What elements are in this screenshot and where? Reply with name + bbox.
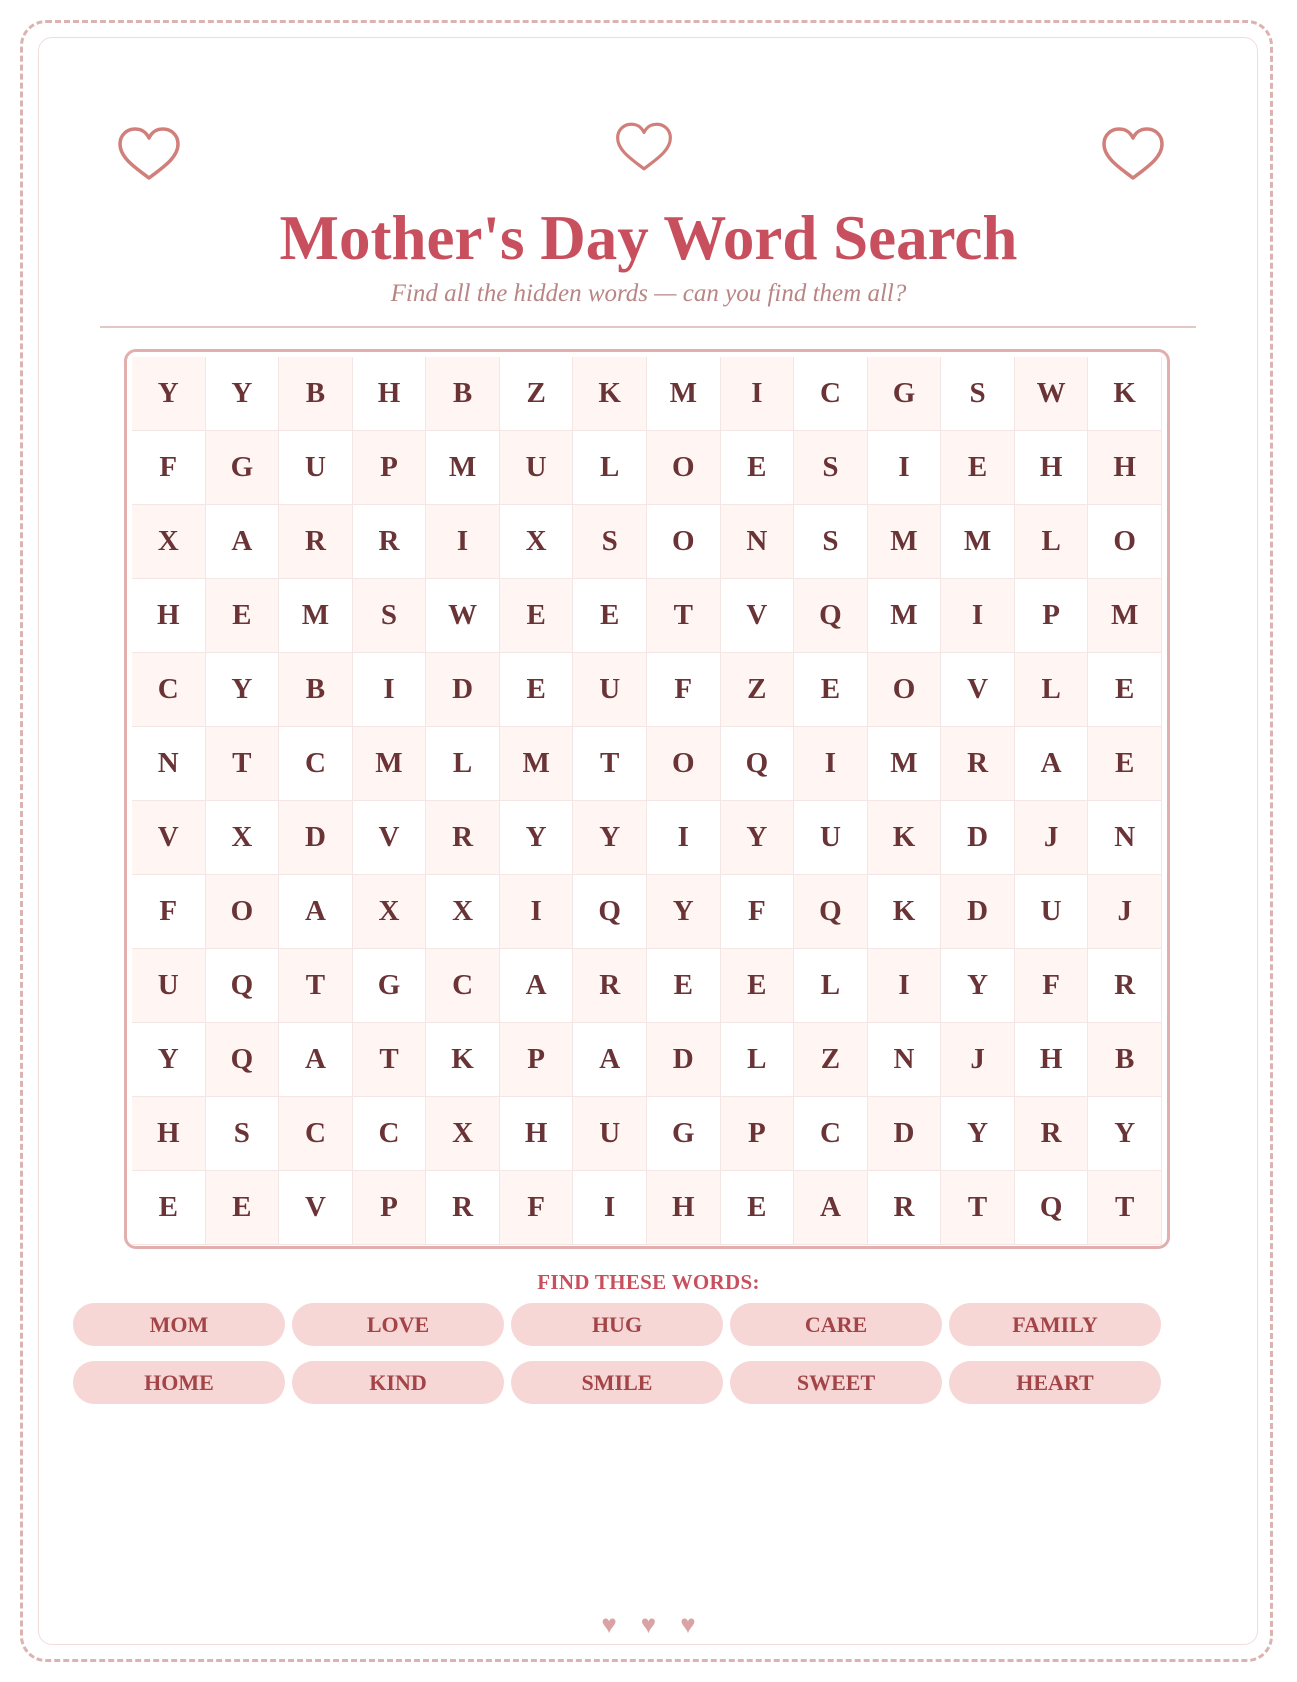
grid-cell[interactable]: M <box>868 727 942 801</box>
grid-cell[interactable]: A <box>573 1023 647 1097</box>
grid-cell[interactable]: U <box>573 653 647 727</box>
word-pill-care: CARE <box>730 1303 942 1346</box>
grid-cell[interactable]: D <box>868 1097 942 1171</box>
grid-cell[interactable]: D <box>647 1023 721 1097</box>
grid-cell[interactable]: I <box>868 431 942 505</box>
grid-cell[interactable]: R <box>941 727 1015 801</box>
grid-cell[interactable]: P <box>500 1023 574 1097</box>
grid-cell[interactable]: C <box>794 357 868 431</box>
grid-cell[interactable]: Y <box>941 949 1015 1023</box>
grid-cell[interactable]: U <box>794 801 868 875</box>
grid-cell[interactable]: W <box>426 579 500 653</box>
grid-cell[interactable]: I <box>721 357 795 431</box>
grid-cell[interactable]: Y <box>941 1097 1015 1171</box>
grid-cell[interactable]: G <box>206 431 280 505</box>
grid-cell[interactable]: I <box>573 1171 647 1245</box>
grid-cell[interactable]: V <box>941 653 1015 727</box>
grid-cell[interactable]: F <box>132 875 206 949</box>
grid-cell[interactable]: E <box>206 1171 280 1245</box>
grid-cell[interactable]: L <box>573 431 647 505</box>
grid-cell[interactable]: R <box>1088 949 1162 1023</box>
grid-cell[interactable]: E <box>206 579 280 653</box>
grid-cell[interactable]: I <box>500 875 574 949</box>
grid-cell[interactable]: M <box>868 579 942 653</box>
word-pill-smile: SMILE <box>511 1361 723 1404</box>
grid-cell[interactable]: F <box>647 653 721 727</box>
grid-cell[interactable]: Q <box>206 1023 280 1097</box>
grid-cell[interactable]: F <box>132 431 206 505</box>
grid-cell[interactable]: N <box>721 505 795 579</box>
grid-cell[interactable]: Y <box>206 357 280 431</box>
grid-cell[interactable]: F <box>1015 949 1089 1023</box>
grid-cell[interactable]: J <box>1088 875 1162 949</box>
grid-cell[interactable]: A <box>279 1023 353 1097</box>
grid-cell[interactable]: U <box>279 431 353 505</box>
grid-cell[interactable]: V <box>721 579 795 653</box>
grid-cell[interactable]: C <box>132 653 206 727</box>
word-pill-heart: HEART <box>949 1361 1161 1404</box>
grid-cell[interactable]: O <box>647 505 721 579</box>
page-subtitle: Find all the hidden words — can you find them all? <box>390 280 907 307</box>
grid-cell[interactable]: Y <box>647 875 721 949</box>
grid-cell[interactable]: U <box>573 1097 647 1171</box>
word-pill-family: FAMILY <box>949 1303 1161 1346</box>
grid-cell[interactable]: E <box>1088 727 1162 801</box>
grid-cell[interactable]: D <box>941 875 1015 949</box>
grid-cell[interactable]: K <box>573 357 647 431</box>
grid-cell[interactable]: H <box>1015 1023 1089 1097</box>
grid-cell[interactable]: H <box>1015 431 1089 505</box>
grid-cell[interactable]: U <box>1015 875 1089 949</box>
grid-cell[interactable]: K <box>426 1023 500 1097</box>
grid-cell[interactable]: H <box>1088 431 1162 505</box>
grid-cell[interactable]: L <box>721 1023 795 1097</box>
grid-cell[interactable]: J <box>1015 801 1089 875</box>
word-search-grid <box>132 357 1162 1245</box>
grid-cell[interactable]: H <box>132 1097 206 1171</box>
grid-cell[interactable]: Q <box>573 875 647 949</box>
grid-cell[interactable]: Q <box>721 727 795 801</box>
grid-cell[interactable]: X <box>353 875 427 949</box>
word-list-label: FIND THESE WORDS: <box>537 1270 760 1294</box>
grid-cell[interactable]: F <box>721 875 795 949</box>
grid-cell[interactable]: C <box>794 1097 868 1171</box>
footer-heart-icon: ♥ <box>640 1610 657 1639</box>
grid-cell[interactable]: T <box>573 727 647 801</box>
grid-cell[interactable]: M <box>868 505 942 579</box>
grid-cell[interactable]: P <box>1015 579 1089 653</box>
grid-cell[interactable]: E <box>1088 653 1162 727</box>
grid-cell[interactable]: T <box>279 949 353 1023</box>
grid-cell[interactable]: O <box>647 431 721 505</box>
grid-cell[interactable]: H <box>647 1171 721 1245</box>
grid-cell[interactable]: Q <box>794 579 868 653</box>
grid-cell[interactable]: L <box>426 727 500 801</box>
grid-cell[interactable]: M <box>500 727 574 801</box>
grid-cell[interactable]: K <box>1088 357 1162 431</box>
word-pill-love: LOVE <box>292 1303 504 1346</box>
grid-cell[interactable]: H <box>500 1097 574 1171</box>
grid-cell[interactable]: H <box>353 357 427 431</box>
grid-cell[interactable]: P <box>353 431 427 505</box>
title-divider <box>100 326 1196 328</box>
word-pill-sweet: SWEET <box>730 1361 942 1404</box>
grid-cell[interactable]: Q <box>794 875 868 949</box>
grid-cell[interactable]: R <box>1015 1097 1089 1171</box>
grid-cell[interactable]: P <box>353 1171 427 1245</box>
grid-cell[interactable]: R <box>279 505 353 579</box>
grid-cell[interactable]: Z <box>794 1023 868 1097</box>
footer-heart-icon: ♥ <box>680 1610 696 1639</box>
grid-cell[interactable]: C <box>279 727 353 801</box>
word-list <box>73 1303 1203 1413</box>
grid-cell[interactable]: M <box>279 579 353 653</box>
grid-cell[interactable]: N <box>868 1023 942 1097</box>
grid-cell[interactable]: B <box>426 357 500 431</box>
grid-cell[interactable]: C <box>353 1097 427 1171</box>
grid-cell[interactable]: X <box>500 505 574 579</box>
grid-cell[interactable]: T <box>353 1023 427 1097</box>
grid-cell[interactable]: T <box>206 727 280 801</box>
grid-cell[interactable]: A <box>794 1171 868 1245</box>
grid-cell[interactable]: M <box>353 727 427 801</box>
grid-cell[interactable]: E <box>721 1171 795 1245</box>
grid-cell[interactable]: S <box>794 431 868 505</box>
grid-cell[interactable]: I <box>794 727 868 801</box>
grid-cell[interactable]: I <box>353 653 427 727</box>
grid-cell[interactable]: X <box>132 505 206 579</box>
grid-cell[interactable]: I <box>868 949 942 1023</box>
grid-cell[interactable]: W <box>1015 357 1089 431</box>
grid-cell[interactable]: L <box>794 949 868 1023</box>
grid-cell[interactable]: E <box>794 653 868 727</box>
grid-cell[interactable]: I <box>941 579 1015 653</box>
grid-cell[interactable]: D <box>941 801 1015 875</box>
grid-cell[interactable]: S <box>941 357 1015 431</box>
grid-cell[interactable]: L <box>1015 505 1089 579</box>
heart-outline-icon <box>116 126 182 182</box>
grid-cell[interactable]: E <box>500 653 574 727</box>
grid-cell[interactable]: K <box>868 801 942 875</box>
grid-cell[interactable]: O <box>868 653 942 727</box>
grid-cell[interactable]: S <box>794 505 868 579</box>
page-title: Mother's Day Word Search <box>279 203 1018 273</box>
grid-cell[interactable]: M <box>1088 579 1162 653</box>
grid-cell[interactable]: Y <box>132 357 206 431</box>
grid-cell[interactable]: U <box>500 431 574 505</box>
grid-cell[interactable]: S <box>353 579 427 653</box>
grid-cell[interactable]: M <box>647 357 721 431</box>
grid-cell[interactable]: G <box>353 949 427 1023</box>
grid-cell[interactable]: B <box>279 357 353 431</box>
grid-cell[interactable]: R <box>426 1171 500 1245</box>
grid-cell[interactable]: T <box>941 1171 1015 1245</box>
grid-cell[interactable]: O <box>647 727 721 801</box>
grid-cell[interactable]: C <box>279 1097 353 1171</box>
word-pill-mom: MOM <box>73 1303 285 1346</box>
grid-cell[interactable]: K <box>868 875 942 949</box>
grid-cell[interactable]: T <box>647 579 721 653</box>
grid-cell[interactable]: E <box>500 579 574 653</box>
grid-cell[interactable]: Q <box>1015 1171 1089 1245</box>
grid-cell[interactable]: U <box>132 949 206 1023</box>
grid-cell[interactable]: N <box>1088 801 1162 875</box>
grid-cell[interactable]: I <box>647 801 721 875</box>
word-search-grid-frame <box>124 349 1170 1249</box>
grid-cell[interactable]: D <box>426 653 500 727</box>
grid-cell[interactable]: E <box>132 1171 206 1245</box>
grid-cell[interactable]: C <box>426 949 500 1023</box>
grid-cell[interactable]: V <box>132 801 206 875</box>
grid-cell[interactable]: O <box>206 875 280 949</box>
grid-cell[interactable]: A <box>279 875 353 949</box>
grid-cell[interactable]: V <box>353 801 427 875</box>
grid-cell[interactable]: Y <box>206 653 280 727</box>
grid-cell[interactable]: E <box>941 431 1015 505</box>
grid-cell[interactable]: Z <box>721 653 795 727</box>
grid-cell[interactable]: G <box>647 1097 721 1171</box>
grid-cell[interactable]: H <box>132 579 206 653</box>
grid-cell[interactable]: Y <box>132 1023 206 1097</box>
grid-cell[interactable]: L <box>1015 653 1089 727</box>
grid-cell[interactable]: D <box>279 801 353 875</box>
grid-cell[interactable]: M <box>426 431 500 505</box>
grid-cell[interactable]: X <box>206 801 280 875</box>
grid-cell[interactable]: X <box>426 875 500 949</box>
grid-cell[interactable]: S <box>573 505 647 579</box>
grid-cell[interactable]: V <box>279 1171 353 1245</box>
footer-heart-icon: ♥ <box>601 1610 617 1639</box>
word-pill-kind: KIND <box>292 1361 504 1404</box>
grid-cell[interactable]: P <box>721 1097 795 1171</box>
word-pill-home: HOME <box>73 1361 285 1404</box>
grid-cell[interactable]: T <box>1088 1171 1162 1245</box>
grid-cell[interactable]: B <box>279 653 353 727</box>
grid-cell[interactable]: Y <box>1088 1097 1162 1171</box>
grid-cell[interactable]: Q <box>206 949 280 1023</box>
grid-cell[interactable]: J <box>941 1023 1015 1097</box>
grid-cell[interactable]: Y <box>721 801 795 875</box>
grid-cell[interactable]: R <box>426 801 500 875</box>
heart-outline-icon <box>1100 126 1166 182</box>
grid-cell[interactable]: Y <box>500 801 574 875</box>
grid-cell[interactable]: E <box>721 949 795 1023</box>
grid-cell[interactable]: R <box>868 1171 942 1245</box>
grid-cell[interactable]: A <box>1015 727 1089 801</box>
footer-hearts <box>0 1610 1297 1640</box>
grid-cell[interactable]: O <box>1088 505 1162 579</box>
grid-cell[interactable]: Y <box>573 801 647 875</box>
word-pill-hug: HUG <box>511 1303 723 1346</box>
grid-cell[interactable]: R <box>353 505 427 579</box>
grid-cell[interactable]: S <box>206 1097 280 1171</box>
grid-cell[interactable]: G <box>868 357 942 431</box>
grid-cell[interactable]: F <box>500 1171 574 1245</box>
grid-cell[interactable]: A <box>206 505 280 579</box>
grid-cell[interactable]: E <box>647 949 721 1023</box>
grid-cell[interactable]: Z <box>500 357 574 431</box>
grid-cell[interactable]: B <box>1088 1023 1162 1097</box>
heart-outline-icon <box>614 121 674 173</box>
grid-cell[interactable]: X <box>426 1097 500 1171</box>
grid-cell[interactable]: E <box>573 579 647 653</box>
grid-cell[interactable]: R <box>573 949 647 1023</box>
grid-cell[interactable]: M <box>941 505 1015 579</box>
grid-cell[interactable]: E <box>721 431 795 505</box>
grid-cell[interactable]: I <box>426 505 500 579</box>
grid-cell[interactable]: N <box>132 727 206 801</box>
grid-cell[interactable]: A <box>500 949 574 1023</box>
